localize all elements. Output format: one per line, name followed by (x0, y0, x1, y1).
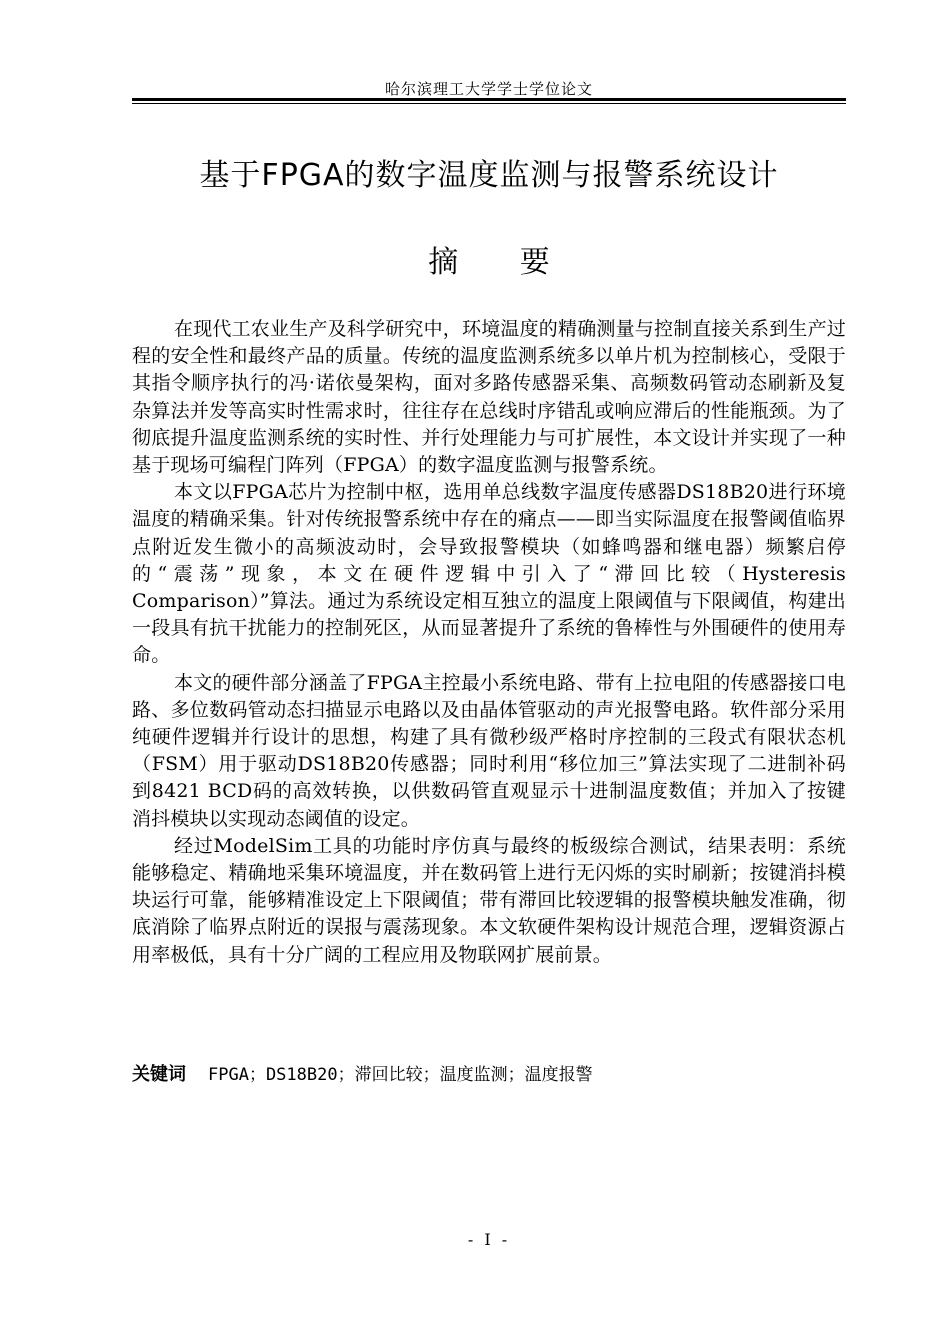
header-rule-thick (132, 98, 846, 101)
keywords-text: FPGA；DS18B20；滞回比较；温度监测；温度报警 (208, 1065, 593, 1085)
running-header: 哈尔滨理工大学学士学位论文 (384, 80, 593, 98)
keywords-line (132, 1061, 846, 1089)
abstract-paragraph-4: 经过ModelSim工具的功能时序仿真与最终的板级综合测试，结果表明：系统能够稳定、精确地采集环境温度，并在数码管上进行无闪烁的实时刷新；按键消抖模块运行可靠，能够精准设定上下限阈值；带有滞回比较逻辑的报警模块触发准确，彻底消除了临界点附近的误报与震荡现象。本文软硬件架构设计规范合理，逻辑资源占用率极低，具有十分广阔的工程应用及物联网扩展前景。 (132, 834, 846, 966)
header-rule-thin (132, 103, 846, 104)
abstract-paragraph-2: 本文以FPGA芯片为控制中枢，选用单总线数字温度传感器DS18B20进行环境温度的精确采集。针对传统报警系统中存在的痛点——即当实际温度在报警阈值临界点附近发生微小的高频波动时，会导致报警模块（如蜂鸣器和继电器）频繁启停的“震荡”现象，本文在硬件逻辑中引入了“滞回比较（Hysteresis Comparison）”算法。通过为系统设定相互独立的温度上限阈值与下限阈值，构建出一段具有抗干扰能力的控制死区，从而显著提升了系统的鲁棒性与外围硬件的使用寿命。 (132, 481, 846, 667)
abstract-paragraph-3: 本文的硬件部分涵盖了FPGA主控最小系统电路、带有上拉电阻的传感器接口电路、多位数码管动态扫描显示电路以及由晶体管驱动的声光报警电路。软件部分采用纯硬件逻辑并行设计的思想，构建了具有微秒级严格时序控制的三段式有限状态机（FSM）用于驱动DS18B20传感器；同时利用“移位加三”算法实现了二进制补码到8421 BCD码的高效转换，以供数码管直观显示十进制温度数值；并加入了按键消抖模块以实现动态阈值的设定。 (132, 671, 846, 830)
keywords-label: 关键词 (132, 1064, 186, 1085)
abstract-heading: 摘 要 (428, 245, 576, 280)
abstract-body (132, 316, 846, 969)
thesis-title: 基于FPGA的数字温度监测与报警系统设计 (199, 158, 779, 193)
page-number: - I - (467, 1230, 511, 1249)
abstract-paragraph-1: 在现代工农业生产及科学研究中，环境温度的精确测量与控制直接关系到生产过程的安全性和最终产品的质量。传统的温度监测系统多以单片机为控制核心，受限于其指令顺序执行的冯·诺依曼架构，面对多路传感器采集、高频数码管动态刷新及复杂算法并发等高实时性需求时，往往存在总线时序错乱或响应滞后的性能瓶颈。为了彻底提升温度监测系统的实时性、并行处理能力与可扩展性，本文设计并实现了一种基于现场可编程门阵列（FPGA）的数字温度监测与报警系统。 (132, 318, 847, 477)
